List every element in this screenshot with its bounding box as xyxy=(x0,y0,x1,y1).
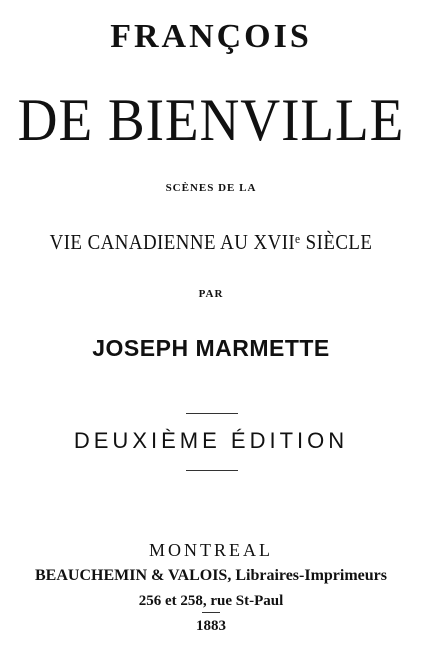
subtitle-line-2: VIE CANADIENNE AU XVIIᵉ SIÈCLE xyxy=(49,230,373,254)
edition-label: DEUXIÈME ÉDITION xyxy=(73,428,349,453)
publisher-address: 256 et 258, rue St-Paul xyxy=(138,593,284,609)
author-name: JOSEPH MARMETTE xyxy=(92,335,330,361)
divider-top xyxy=(186,413,238,414)
title-surname: DE BIENVILLE xyxy=(17,87,405,153)
publisher-name: BEAUCHEMIN & VALOIS, Libraires-Imprimeurs xyxy=(34,567,388,584)
title-first-name: FRANÇOIS xyxy=(110,18,312,55)
publisher-city: MONTREAL xyxy=(149,540,273,560)
divider-small xyxy=(202,612,220,613)
divider-bottom xyxy=(186,470,238,471)
subtitle-line-1: SCÈNES DE LA xyxy=(165,182,257,194)
by-label: PAR xyxy=(198,288,224,300)
publication-year: 1883 xyxy=(196,618,226,634)
